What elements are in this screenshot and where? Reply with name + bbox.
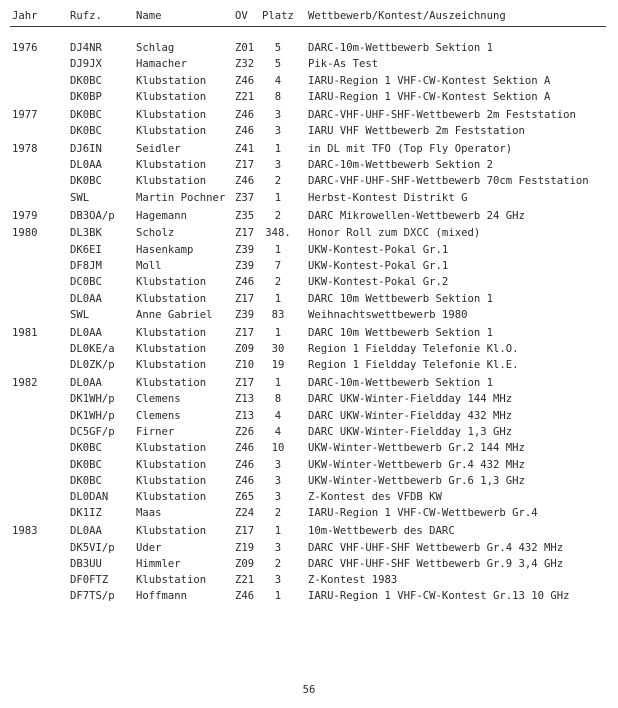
cell-name: Klubstation: [136, 342, 207, 355]
cell-name: Scholz: [136, 227, 175, 240]
cell-platz: 7: [274, 259, 282, 272]
cell-wettbewerb: Region 1 Fieldday Telefonie Kl.E.: [308, 359, 519, 372]
cell-platz: 1: [274, 191, 282, 204]
cell-name: Clemens: [136, 409, 181, 422]
cell-platz: 3: [274, 159, 282, 172]
table-row: [0, 89, 618, 105]
cell-jahr: 1982: [12, 377, 38, 389]
cell-rufz: DL0ZK/p: [70, 359, 115, 372]
cell-rufz: DL0AA: [70, 377, 102, 389]
header-divider: [10, 26, 606, 27]
cell-wettbewerb: DARC-VHF-UHF-SHF-Wettbewerb 70cm Feststation: [308, 175, 589, 188]
cell-platz: 4: [274, 409, 282, 422]
table-row: [0, 357, 618, 373]
cell-wettbewerb: UKW-Kontest-Pokal Gr.1: [308, 259, 449, 272]
cell-name: Klubstation: [136, 359, 207, 372]
cell-wettbewerb: UKW-Winter-Wettbewerb Gr.2 144 MHz: [308, 442, 525, 455]
table-row: [0, 375, 618, 391]
table-row: [0, 157, 618, 173]
cell-rufz: DL0AA: [70, 292, 102, 305]
cell-rufz: DJ6IN: [70, 142, 102, 155]
cell-wettbewerb: UKW-Winter-Wettbewerb Gr.4 432 MHz: [308, 458, 525, 471]
cell-wettbewerb: DARC-10m-Wettbewerb Sektion 1: [308, 42, 493, 54]
cell-name: Schlag: [136, 42, 175, 54]
cell-ov: Z46: [235, 276, 255, 289]
cell-rufz: DK0BC: [70, 474, 102, 487]
cell-ov: Z46: [235, 175, 255, 188]
cell-name: Klubstation: [136, 442, 207, 455]
cell-jahr: 1976: [12, 42, 38, 54]
header-wettbewerb: Wettbewerb/Kontest/Auszeichnung: [308, 10, 506, 22]
table-row: [0, 391, 618, 407]
cell-ov: Z09: [235, 557, 255, 570]
cell-rufz: DK5VI/p: [70, 541, 115, 554]
cell-rufz: DK1WH/p: [70, 409, 115, 422]
cell-name: Klubstation: [136, 108, 207, 121]
cell-platz: 2: [274, 209, 282, 222]
cell-platz: 348.: [265, 227, 291, 240]
cell-rufz: DB3UU: [70, 557, 102, 570]
cell-rufz: DK1IZ: [70, 507, 102, 520]
cell-platz: 3: [274, 458, 282, 471]
cell-platz: 10: [271, 442, 285, 455]
cell-ov: Z35: [235, 209, 255, 222]
cell-name: Firner: [136, 425, 175, 438]
cell-wettbewerb: DARC VHF-UHF-SHF Wettbewerb Gr.9 3,4 GHz: [308, 557, 564, 570]
cell-platz: 8: [274, 90, 282, 103]
table-row: [0, 325, 618, 341]
cell-ov: Z46: [235, 458, 255, 471]
cell-name: Klubstation: [136, 125, 207, 137]
cell-name: Martin Pochner: [136, 191, 226, 204]
cell-wettbewerb: DARC 10m Wettbewerb Sektion 1: [308, 292, 493, 305]
cell-name: Anne Gabriel: [136, 308, 213, 321]
header-platz: Platz: [262, 10, 294, 22]
cell-wettbewerb: 10m-Wettbewerb des DARC: [308, 525, 455, 538]
table-row: [0, 307, 618, 323]
cell-platz: 1: [274, 142, 282, 155]
cell-wettbewerb: IARU-Region 1 VHF-CW-Kontest Sektion A: [308, 90, 551, 103]
table-row: [0, 572, 618, 588]
header-name: Name: [136, 10, 162, 22]
cell-ov: Z10: [235, 359, 255, 372]
cell-rufz: DF0FTZ: [70, 574, 109, 587]
cell-wettbewerb: DARC UKW-Winter-Fieldday 144 MHz: [308, 393, 513, 406]
cell-platz: 83: [271, 308, 285, 321]
table-row: [0, 291, 618, 307]
cell-platz: 1: [274, 525, 282, 538]
cell-platz: 5: [274, 42, 282, 54]
cell-rufz: DF8JM: [70, 259, 102, 272]
table-row: [0, 107, 618, 123]
cell-rufz: DK0BC: [70, 442, 102, 455]
cell-platz: 4: [274, 425, 282, 438]
cell-jahr: 1983: [12, 525, 38, 538]
cell-name: Klubstation: [136, 326, 207, 339]
cell-platz: 30: [271, 342, 285, 355]
cell-name: Seidler: [136, 142, 181, 155]
cell-platz: 3: [274, 541, 282, 554]
header-ov: OV: [235, 10, 248, 22]
cell-rufz: DK0BC: [70, 125, 102, 137]
page-number: 56: [302, 684, 316, 696]
cell-wettbewerb: Honor Roll zum DXCC (mixed): [308, 227, 481, 240]
cell-name: Maas: [136, 507, 162, 520]
cell-jahr: 1977: [12, 108, 38, 121]
cell-ov: Z46: [235, 590, 255, 603]
cell-rufz: DK0BC: [70, 175, 102, 188]
cell-ov: Z41: [235, 142, 255, 155]
table-row: [0, 588, 618, 604]
cell-ov: Z01: [235, 42, 255, 54]
cell-ov: Z65: [235, 491, 255, 504]
cell-ov: Z39: [235, 308, 255, 321]
cell-name: Uder: [136, 541, 162, 554]
cell-wettbewerb: UKW-Winter-Wettbewerb Gr.6 1,3 GHz: [308, 474, 525, 487]
cell-name: Klubstation: [136, 90, 207, 103]
cell-wettbewerb: DARC-10m-Wettbewerb Sektion 2: [308, 159, 493, 172]
cell-ov: Z17: [235, 525, 255, 538]
cell-ov: Z17: [235, 227, 255, 240]
cell-name: Klubstation: [136, 292, 207, 305]
cell-wettbewerb: DARC Mikrowellen-Wettbewerb 24 GHz: [308, 209, 525, 222]
cell-rufz: DF7TS/p: [70, 590, 115, 603]
cell-ov: Z21: [235, 574, 255, 587]
cell-platz: 8: [274, 393, 282, 406]
cell-rufz: DK6EI: [70, 243, 102, 256]
cell-ov: Z39: [235, 243, 255, 256]
table-row: [0, 242, 618, 258]
cell-rufz: DL0AA: [70, 525, 102, 538]
cell-ov: Z37: [235, 191, 255, 204]
table-row: [0, 225, 618, 241]
cell-ov: Z39: [235, 259, 255, 272]
cell-name: Hamacher: [136, 58, 188, 71]
table-row: [0, 408, 618, 424]
cell-rufz: DC5GF/p: [70, 425, 115, 438]
cell-ov: Z26: [235, 425, 255, 438]
cell-name: Klubstation: [136, 159, 207, 172]
cell-wettbewerb: Pik-As Test: [308, 58, 379, 71]
cell-rufz: SWL: [70, 191, 90, 204]
cell-jahr: 1978: [12, 142, 38, 155]
cell-name: Klubstation: [136, 474, 207, 487]
cell-rufz: DL0AA: [70, 326, 102, 339]
table-row: [0, 523, 618, 539]
cell-rufz: DK0BC: [70, 108, 102, 121]
cell-ov: Z46: [235, 474, 255, 487]
cell-wettbewerb: UKW-Kontest-Pokal Gr.1: [308, 243, 449, 256]
cell-rufz: DK0BC: [70, 458, 102, 471]
table-row: [0, 258, 618, 274]
cell-platz: 3: [274, 108, 282, 121]
cell-name: Klubstation: [136, 458, 207, 471]
cell-ov: Z17: [235, 377, 255, 389]
cell-platz: 1: [274, 243, 282, 256]
cell-wettbewerb: DARC UKW-Winter-Fieldday 432 MHz: [308, 409, 513, 422]
table-row: [0, 440, 618, 456]
cell-platz: 2: [274, 175, 282, 188]
cell-rufz: DL0DAN: [70, 491, 109, 504]
cell-wettbewerb: Herbst-Kontest Distrikt G: [308, 191, 468, 204]
table-header: [0, 8, 618, 24]
cell-platz: 2: [274, 276, 282, 289]
cell-ov: Z19: [235, 541, 255, 554]
cell-jahr: 1980: [12, 227, 38, 240]
cell-jahr: 1981: [12, 326, 38, 339]
cell-wettbewerb: IARU-Region 1 VHF-CW-Kontest Gr.13 10 GHz: [308, 590, 570, 603]
bleed-through-line: [0, 613, 618, 627]
cell-ov: Z17: [235, 292, 255, 305]
cell-name: Klubstation: [136, 525, 207, 538]
header-rufz: Rufz.: [70, 10, 102, 22]
cell-rufz: DK1WH/p: [70, 393, 115, 406]
cell-ov: Z46: [235, 108, 255, 121]
table-row: [0, 56, 618, 72]
cell-name: Himmler: [136, 557, 181, 570]
cell-name: Klubstation: [136, 491, 207, 504]
cell-wettbewerb: IARU-Region 1 VHF-CW-Wettbewerb Gr.4: [308, 507, 538, 520]
cell-platz: 3: [274, 491, 282, 504]
table-row: [0, 40, 618, 56]
table-row: [0, 141, 618, 157]
cell-ov: Z46: [235, 442, 255, 455]
cell-wettbewerb: Z-Kontest des VFDB KW: [308, 491, 442, 504]
table-row: [0, 173, 618, 189]
cell-rufz: DK0BP: [70, 90, 102, 103]
cell-platz: 2: [274, 507, 282, 520]
table-row: [0, 208, 618, 224]
cell-ov: Z17: [235, 326, 255, 339]
cell-rufz: DC0BC: [70, 276, 102, 289]
cell-wettbewerb: Z-Kontest 1983: [308, 574, 398, 587]
cell-name: Hasenkamp: [136, 243, 194, 256]
cell-rufz: DJ4NR: [70, 42, 102, 54]
cell-wettbewerb: Region 1 Fieldday Telefonie Kl.O.: [308, 342, 519, 355]
cell-wettbewerb: DARC 10m Wettbewerb Sektion 1: [308, 326, 493, 339]
header-jahr: Jahr: [12, 10, 38, 22]
cell-platz: 1: [274, 292, 282, 305]
cell-wettbewerb: DARC-10m-Wettbewerb Sektion 1: [308, 377, 493, 389]
table-row: [0, 424, 618, 440]
cell-name: Clemens: [136, 393, 181, 406]
table-row: [0, 274, 618, 290]
cell-name: Hagemann: [136, 209, 188, 222]
table-row: [0, 505, 618, 521]
cell-wettbewerb: IARU-Region 1 VHF-CW-Kontest Sektion A: [308, 74, 551, 87]
cell-wettbewerb: DARC VHF-UHF-SHF Wettbewerb Gr.4 432 MHz: [308, 541, 564, 554]
table-row: [0, 190, 618, 206]
cell-platz: 3: [274, 125, 282, 137]
cell-platz: 4: [274, 74, 282, 87]
cell-name: Klubstation: [136, 175, 207, 188]
cell-ov: Z32: [235, 58, 255, 71]
cell-jahr: 1979: [12, 209, 38, 222]
table-row: [0, 489, 618, 505]
cell-rufz: DL0AA: [70, 159, 102, 172]
table-row: [0, 73, 618, 89]
cell-platz: 1: [274, 590, 282, 603]
cell-platz: 3: [274, 474, 282, 487]
table-row: [0, 457, 618, 473]
cell-wettbewerb: UKW-Kontest-Pokal Gr.2: [308, 276, 449, 289]
cell-ov: Z46: [235, 125, 255, 137]
cell-ov: Z46: [235, 74, 255, 87]
cell-wettbewerb: DARC-VHF-UHF-SHF-Wettbewerb 2m Feststation: [308, 108, 576, 121]
cell-rufz: DL3BK: [70, 227, 102, 240]
bleed-through-line: [0, 645, 618, 659]
cell-ov: Z24: [235, 507, 255, 520]
cell-ov: Z21: [235, 90, 255, 103]
cell-wettbewerb: Weihnachtswettbewerb 1980: [308, 308, 468, 321]
cell-wettbewerb: in DL mit TFO (Top Fly Operator): [308, 142, 513, 155]
cell-ov: Z13: [235, 409, 255, 422]
cell-name: Moll: [136, 259, 162, 272]
table-row: [0, 540, 618, 556]
cell-rufz: DJ9JX: [70, 58, 102, 71]
cell-rufz: DK0BC: [70, 74, 102, 87]
cell-rufz: DL0KE/a: [70, 342, 115, 355]
cell-name: Klubstation: [136, 574, 207, 587]
table-row: [0, 123, 618, 139]
cell-platz: 1: [274, 326, 282, 339]
cell-name: Klubstation: [136, 377, 207, 389]
cell-platz: 2: [274, 557, 282, 570]
cell-ov: Z13: [235, 393, 255, 406]
cell-platz: 1: [274, 377, 282, 389]
table-row: [0, 556, 618, 572]
table-row: [0, 341, 618, 357]
cell-wettbewerb: DARC UKW-Winter-Fieldday 1,3 GHz: [308, 425, 513, 438]
cell-platz: 19: [271, 359, 285, 372]
cell-platz: 5: [274, 58, 282, 71]
bleed-through-line: [0, 629, 618, 643]
cell-name: Hoffmann: [136, 590, 188, 603]
cell-rufz: SWL: [70, 308, 90, 321]
cell-rufz: DB3OA/p: [70, 209, 115, 222]
cell-platz: 3: [274, 574, 282, 587]
cell-wettbewerb: IARU VHF Wettbewerb 2m Feststation: [308, 125, 525, 137]
cell-name: Klubstation: [136, 74, 207, 87]
table-row: [0, 473, 618, 489]
cell-name: Klubstation: [136, 276, 207, 289]
cell-ov: Z17: [235, 159, 255, 172]
cell-ov: Z09: [235, 342, 255, 355]
